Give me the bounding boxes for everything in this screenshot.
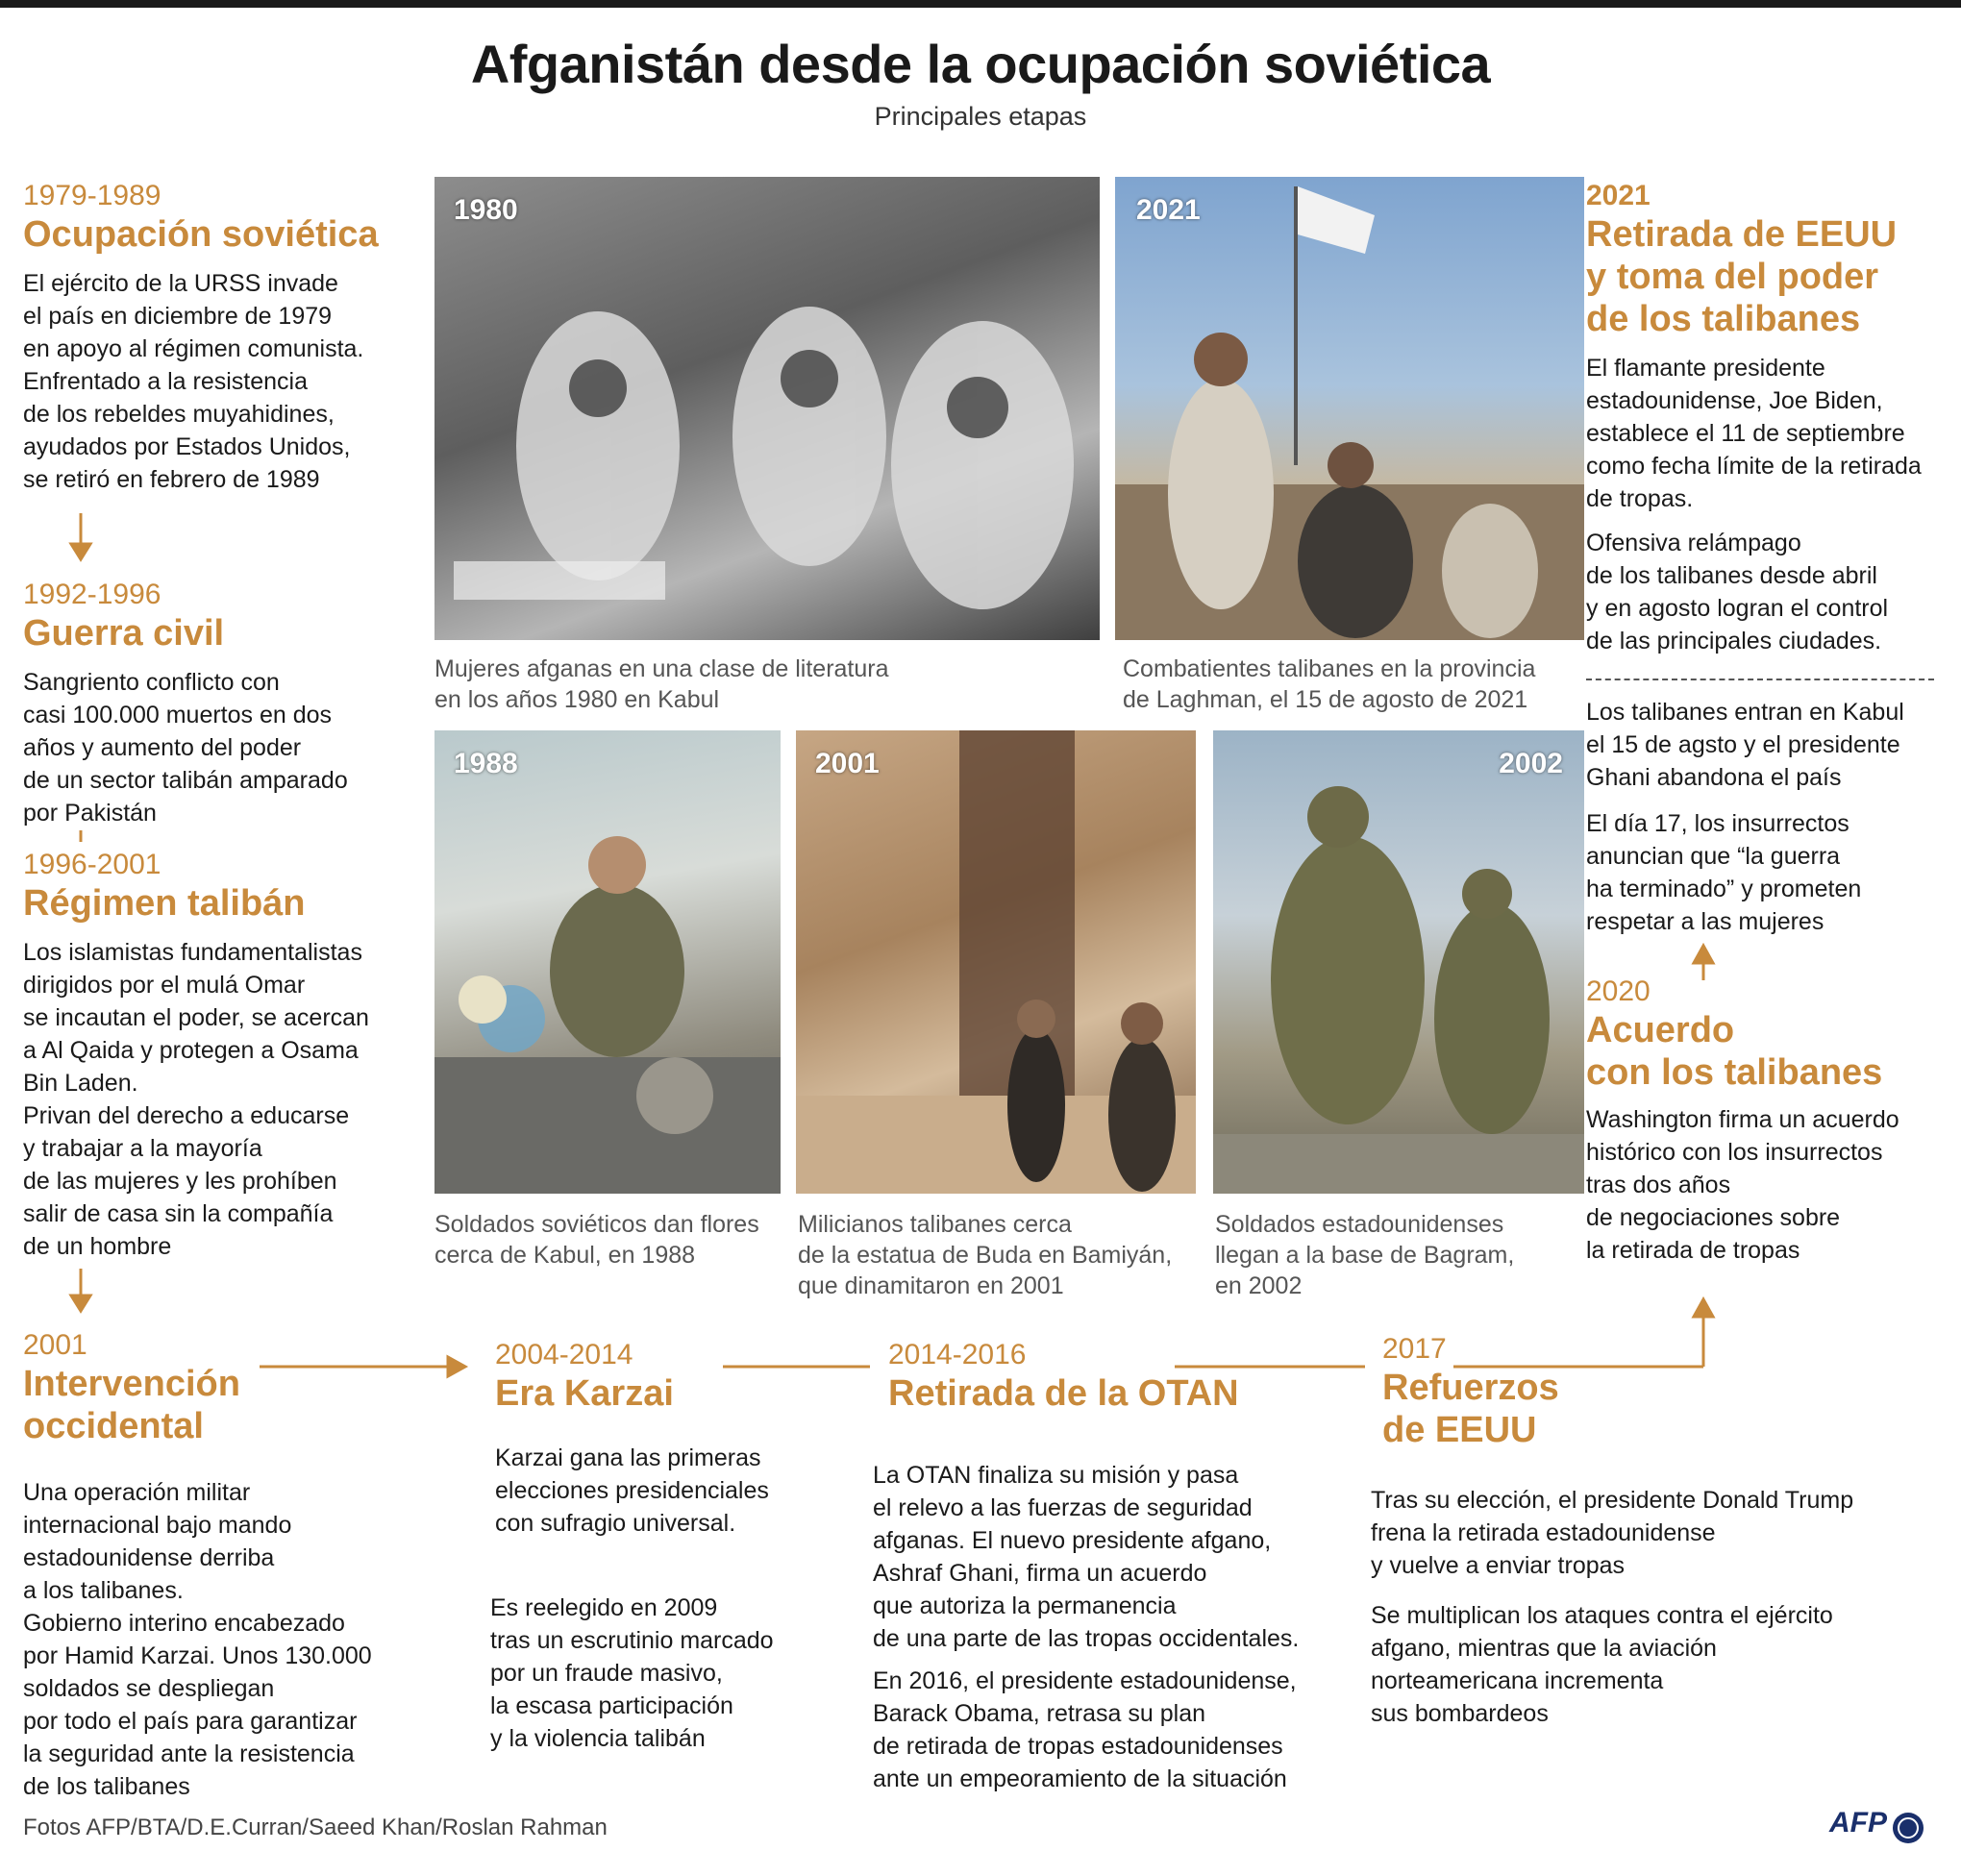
stage-heading: Retirada de la OTAN <box>888 1373 1239 1414</box>
taliban-fighters-illustration <box>1115 177 1584 640</box>
us-soldiers-illustration <box>1213 730 1584 1194</box>
photo-caption: Milicianos talibanes cerca de la estatua de Buda en Bamiyán, que dinamitaron en 2001 <box>798 1211 1173 1299</box>
stage-heading: Ocupación soviética <box>23 214 379 255</box>
stage-heading: Era Karzai <box>495 1373 674 1414</box>
photo-caption: Soldados estadounidenses llegan a la base de Bagram, en 2002 <box>1215 1211 1515 1299</box>
photo-year: 2002 <box>1499 748 1563 779</box>
stage-year: 2014-2016 <box>888 1339 1027 1370</box>
stage-2017-body-1: Tras su elección, el presidente Donald Trump frena la retirada estadounidense y vuelve a enviar tropas <box>1371 1487 1854 1579</box>
afp-logo-text: AFP <box>1829 1807 1887 1839</box>
page-subtitle: Principales etapas <box>874 102 1087 131</box>
arrow-head-icon <box>1694 946 1713 963</box>
stage-body: Karzai gana las primeras elecciones presidenciales con sufragio universal. <box>495 1444 769 1537</box>
stage-2021-body-4: El día 17, los insurrectos anuncian que “la guerra ha terminado” y prometen respetar a las mujeres <box>1586 810 1862 935</box>
photo-credit: Fotos AFP/BTA/D.E.Curran/Saeed Khan/Roslan Rahman <box>23 1814 608 1840</box>
stage-body: Una operación militar internacional bajo mando estadounidense derriba a los talibanes. Gobierno interino encabezado por Hamid Karzai. Unos 130.000 soldados se despliegan por todo el país para garantizar la seguridad ante la resistencia de los talibanes <box>23 1479 372 1800</box>
stage-heading: Régimen talibán <box>23 883 306 924</box>
stage-year: 2017 <box>1382 1333 1447 1365</box>
stage-heading: Guerra civil <box>23 613 225 654</box>
photo-year: 1980 <box>454 194 518 226</box>
afp-logo <box>1829 1807 1925 1845</box>
stage-2014-body-1: La OTAN finaliza su misión y pasa el relevo a las fuerzas de seguridad afganas. El nuevo presidente afgano, Ashraf Ghani, firma un acuerdo que autoriza la permanencia de una parte de las tropas occidentales. <box>873 1462 1300 1652</box>
photo-caption: Combatientes talibanes en la provincia de Laghman, el 15 de agosto de 2021 <box>1123 655 1536 713</box>
bamiyan-buddha-illustration <box>796 730 1196 1194</box>
afp-globe-icon <box>1891 1811 1925 1845</box>
arrow-head-icon <box>448 1357 465 1376</box>
stage-body: El flamante presidente estadounidense, Joe Biden, establece el 11 de septiembre como fecha límite de la retirada de tropas. <box>1586 355 1922 512</box>
photo-caption: Mujeres afganas en una clase de literatura en los años 1980 en Kabul <box>434 655 889 713</box>
stage-body: Sangriento conflicto con casi 100.000 muertos en dos años y aumento del poder de un sector talibán amparado por Pakistán <box>23 669 348 827</box>
stage-body: Los islamistas fundamentalistas dirigidos por el mulá Omar se incautan el poder, se acercan a Al Qaida y protegen a Osama Bin Laden. Privan del derecho a educarse y trabajar a la mayoría de las mujeres y les prohíben salir de casa sin la compañía de un hombre <box>23 939 369 1260</box>
soviet-soldiers-illustration <box>434 730 781 1194</box>
stage-heading: Intervención occidental <box>23 1364 240 1446</box>
photo-caption: Soldados soviéticos dan flores cerca de Kabul, en 1988 <box>434 1211 759 1269</box>
stage-heading: Retirada de EEUU y toma del poder de los talibanes <box>1586 214 1898 339</box>
stage-body: El ejército de la URSS invade el país en diciembre de 1979 en apoyo al régimen comunista. Enfrentado a la resistencia de los rebeldes muyahidines, ayudados por Estados Unidos, se retiró en febrero de 1989 <box>23 270 364 493</box>
page-title: Afganistán desde la ocupación soviética <box>470 34 1491 94</box>
photo-1980 <box>434 177 1100 640</box>
stage-heading: Refuerzos de EEUU <box>1382 1368 1559 1450</box>
photo-year: 2001 <box>815 748 880 779</box>
stage-2017-body-2: Se multiplican los ataques contra el ejército afgano, mientras que la aviación norteamericana incrementa sus bombardeos <box>1371 1602 1833 1727</box>
stage-year: 1992-1996 <box>23 579 161 610</box>
arrow-head-icon <box>71 1296 90 1311</box>
photo-2021 <box>1115 177 1584 640</box>
stage-2021-body-3: Los talibanes entran en Kabul el 15 de agsto y el presidente Ghani abandona el país <box>1586 699 1904 791</box>
stage-year: 2020 <box>1586 975 1651 1007</box>
stage-year: 1979-1989 <box>23 180 161 211</box>
stage-year: 2004-2014 <box>495 1339 633 1370</box>
photo-year: 2021 <box>1136 194 1201 226</box>
arrow-head-icon <box>1694 1299 1713 1317</box>
stage-year: 1996-2001 <box>23 849 161 880</box>
arrow-head-icon <box>71 544 90 559</box>
stage-body: Washington firma un acuerdo histórico con los insurrectos tras dos años de negociaciones sobre la retirada de tropas <box>1586 1106 1899 1264</box>
stage-body: Ofensiva relámpago de los talibanes desde abril y en agosto logran el control de las principales ciudades. <box>1586 530 1889 654</box>
classroom-illustration <box>434 177 1100 640</box>
stage-year: 2001 <box>23 1329 87 1361</box>
photo-2002 <box>1213 730 1584 1194</box>
stage-2014-body-2: En 2016, el presidente estadounidense, Barack Obama, retrasa su plan de retirada de tropas estadounidenses ante un empeoramiento de la situación <box>873 1667 1297 1792</box>
photo-1988 <box>434 730 781 1194</box>
stage-2004-body-2: Es reelegido en 2009 tras un escrutinio marcado por un fraude masivo, la escasa participación y la violencia talibán <box>490 1594 774 1752</box>
stage-year: 2021 <box>1586 180 1651 211</box>
photo-year: 1988 <box>454 748 518 779</box>
photo-2001 <box>796 730 1196 1194</box>
stage-heading: Acuerdo con los talibanes <box>1586 1010 1883 1093</box>
